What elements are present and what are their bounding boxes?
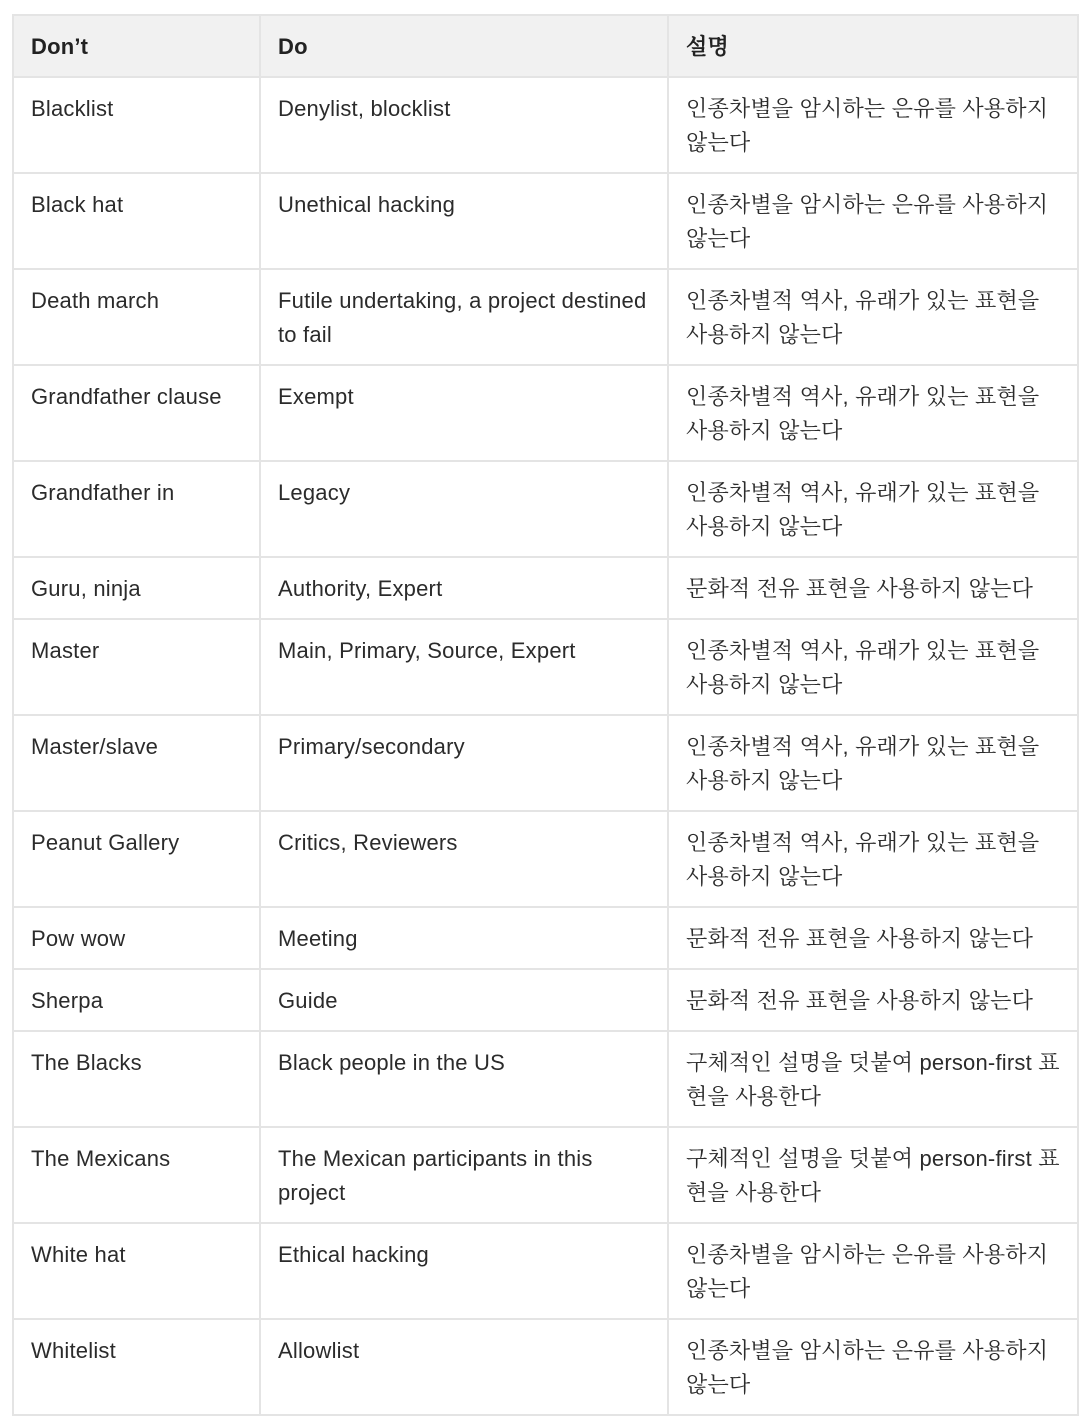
- cell-description: 구체적인 설명을 덧붙여 person-first 표현을 사용한다: [668, 1031, 1078, 1127]
- cell-do: Exempt: [260, 365, 668, 461]
- cell-dont: Grandfather in: [13, 461, 260, 557]
- cell-dont: Guru, ninja: [13, 557, 260, 619]
- cell-do: Ethical hacking: [260, 1223, 668, 1319]
- cell-dont: Pow wow: [13, 907, 260, 969]
- cell-description: 인종차별적 역사, 유래가 있는 표현을 사용하지 않는다: [668, 715, 1078, 811]
- table-row: [13, 811, 1078, 907]
- cell-description: 인종차별을 암시하는 은유를 사용하지 않는다: [668, 1223, 1078, 1319]
- table-row: [13, 1031, 1078, 1127]
- cell-dont: Master/slave: [13, 715, 260, 811]
- cell-do: Denylist, blocklist: [260, 77, 668, 173]
- cell-dont: Black hat: [13, 173, 260, 269]
- cell-dont: Master: [13, 619, 260, 715]
- cell-do: Main, Primary, Source, Expert: [260, 619, 668, 715]
- table-row: [13, 907, 1078, 969]
- cell-dont: White hat: [13, 1223, 260, 1319]
- cell-description: 문화적 전유 표현을 사용하지 않는다: [668, 969, 1078, 1031]
- cell-dont: Death march: [13, 269, 260, 365]
- cell-do: Primary/secondary: [260, 715, 668, 811]
- cell-do: Critics, Reviewers: [260, 811, 668, 907]
- header-row: [13, 15, 1078, 77]
- cell-dont: Grandfather clause: [13, 365, 260, 461]
- cell-do: Black people in the US: [260, 1031, 668, 1127]
- cell-description: 문화적 전유 표현을 사용하지 않는다: [668, 557, 1078, 619]
- table-row: [13, 461, 1078, 557]
- table-row: [13, 715, 1078, 811]
- table-row: [13, 1319, 1078, 1415]
- cell-description: 인종차별을 암시하는 은유를 사용하지 않는다: [668, 77, 1078, 173]
- cell-description: 구체적인 설명을 덧붙여 person-first 표현을 사용한다: [668, 1127, 1078, 1223]
- cell-do: Authority, Expert: [260, 557, 668, 619]
- cell-do: Guide: [260, 969, 668, 1031]
- cell-description: 인종차별적 역사, 유래가 있는 표현을 사용하지 않는다: [668, 461, 1078, 557]
- cell-description: 인종차별을 암시하는 은유를 사용하지 않는다: [668, 1319, 1078, 1415]
- table-row: [13, 557, 1078, 619]
- cell-do: Unethical hacking: [260, 173, 668, 269]
- table-row: [13, 173, 1078, 269]
- cell-dont: The Mexicans: [13, 1127, 260, 1223]
- cell-description: 인종차별을 암시하는 은유를 사용하지 않는다: [668, 173, 1078, 269]
- terminology-table: [12, 14, 1079, 1416]
- header-description: 설명: [668, 15, 1078, 77]
- cell-description: 인종차별적 역사, 유래가 있는 표현을 사용하지 않는다: [668, 811, 1078, 907]
- header-dont: Don’t: [13, 15, 260, 77]
- table-row: [13, 269, 1078, 365]
- cell-do: Legacy: [260, 461, 668, 557]
- table-header: [13, 15, 1078, 77]
- cell-description: 인종차별적 역사, 유래가 있는 표현을 사용하지 않는다: [668, 365, 1078, 461]
- cell-dont: Whitelist: [13, 1319, 260, 1415]
- header-do: Do: [260, 15, 668, 77]
- cell-do: The Mexican participants in this project: [260, 1127, 668, 1223]
- cell-do: Futile undertaking, a project destined to fail: [260, 269, 668, 365]
- cell-dont: The Blacks: [13, 1031, 260, 1127]
- table-row: [13, 619, 1078, 715]
- table-row: [13, 1223, 1078, 1319]
- table-row: [13, 969, 1078, 1031]
- table-row: [13, 365, 1078, 461]
- cell-dont: Peanut Gallery: [13, 811, 260, 907]
- cell-description: 문화적 전유 표현을 사용하지 않는다: [668, 907, 1078, 969]
- cell-do: Allowlist: [260, 1319, 668, 1415]
- cell-do: Meeting: [260, 907, 668, 969]
- table-body: [13, 77, 1078, 1415]
- cell-dont: Sherpa: [13, 969, 260, 1031]
- table-row: [13, 77, 1078, 173]
- cell-description: 인종차별적 역사, 유래가 있는 표현을 사용하지 않는다: [668, 619, 1078, 715]
- cell-dont: Blacklist: [13, 77, 260, 173]
- terminology-table-container: [12, 14, 1077, 1416]
- table-row: [13, 1127, 1078, 1223]
- cell-description: 인종차별적 역사, 유래가 있는 표현을 사용하지 않는다: [668, 269, 1078, 365]
